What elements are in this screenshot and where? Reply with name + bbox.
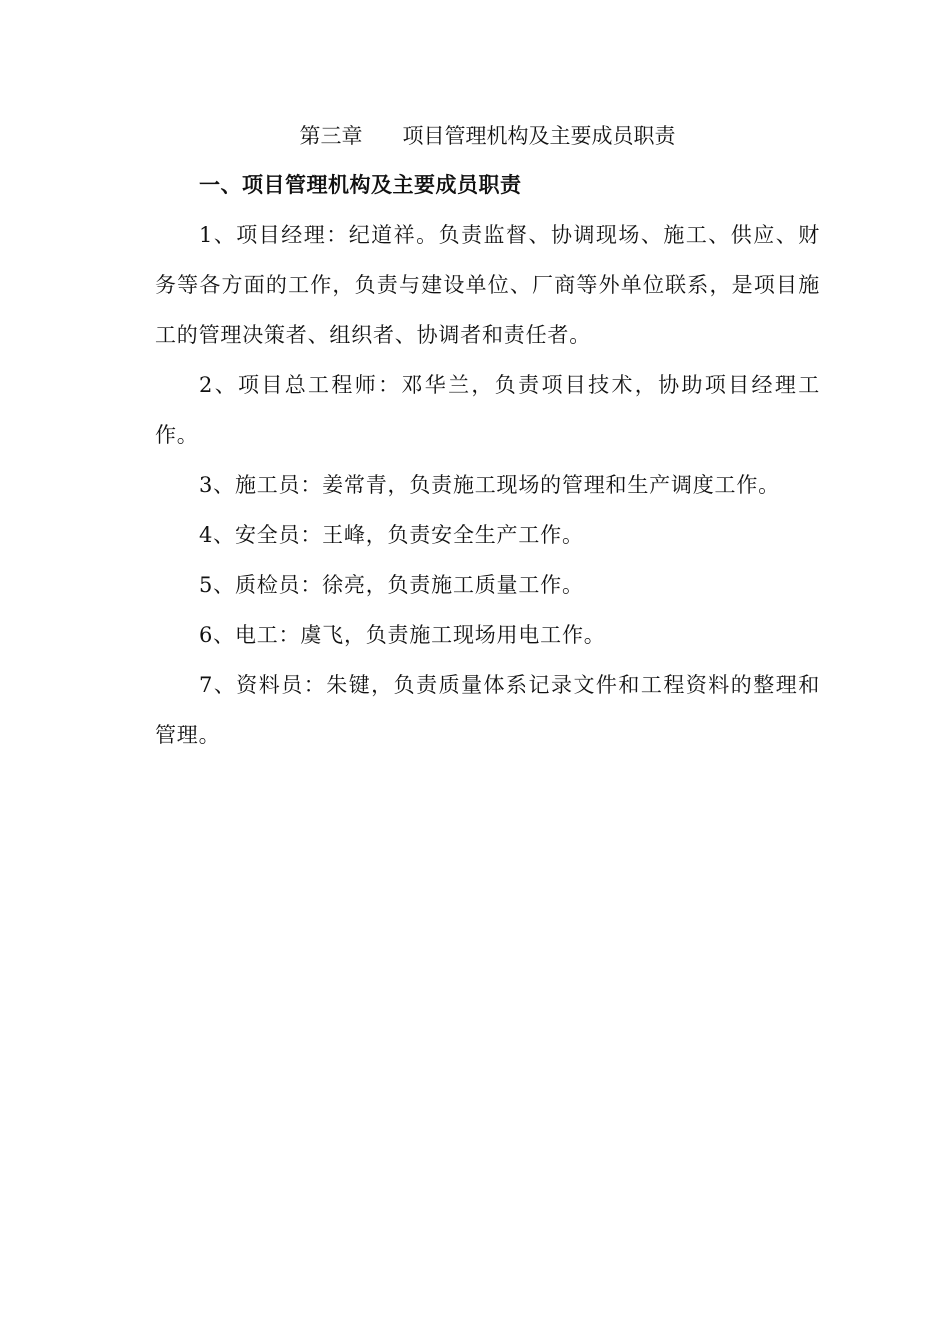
responsibility-item-project-manager: 1、项目经理：纪道祥。负责监督、协调现场、施工、供应、财务等各方面的工作，负责与建设单位、厂商等外单位联系，是项目施工的管理决策者、组织者、协调者和责任者。 bbox=[155, 223, 820, 347]
responsibility-item-safety-officer: 4、安全员：王峰，负责安全生产工作。 bbox=[199, 523, 584, 547]
document-body bbox=[155, 112, 820, 760]
responsibility-item-chief-engineer: 2、项目总工程师：邓华兰，负责项目技术，协助项目经理工作。 bbox=[155, 373, 820, 447]
chapter-title: 第三章 项目管理机构及主要成员职责 bbox=[299, 124, 676, 148]
responsibility-item-electrician: 6、电工：虞飞，负责施工现场用电工作。 bbox=[199, 623, 606, 647]
responsibility-item-quality-inspector: 5、质检员：徐亮，负责施工质量工作。 bbox=[199, 573, 584, 597]
responsibility-item-construction-officer: 3、施工员：姜常青，负责施工现场的管理和生产调度工作。 bbox=[199, 473, 780, 497]
section-heading: 一、项目管理机构及主要成员职责 bbox=[199, 173, 522, 197]
responsibility-item-documentation-officer: 7、资料员：朱键，负责质量体系记录文件和工程资料的整理和管理。 bbox=[155, 673, 820, 747]
